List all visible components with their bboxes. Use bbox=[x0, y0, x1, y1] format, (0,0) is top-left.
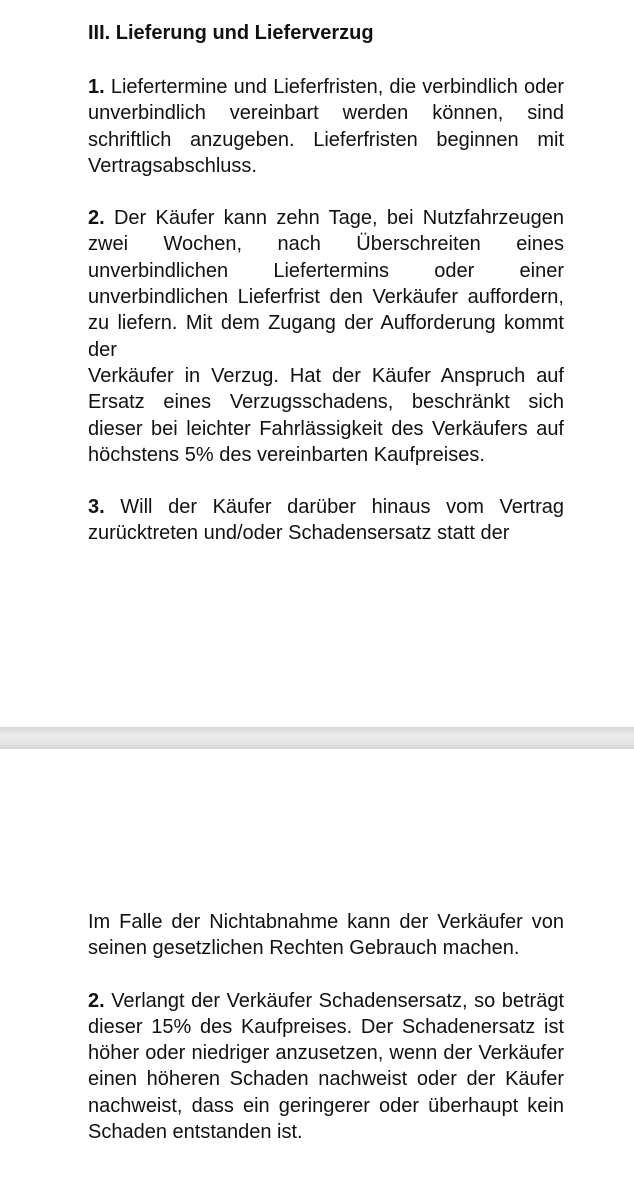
paragraph-number: 2. bbox=[88, 207, 105, 230]
paragraph-number: 2. bbox=[88, 989, 105, 1012]
section-heading: III. Lieferung und Lieferverzug bbox=[88, 22, 374, 44]
paragraph-3 bbox=[88, 494, 564, 547]
paragraph-number: 1. bbox=[88, 76, 105, 98]
page-content bbox=[88, 20, 564, 547]
paragraph-2-part-a bbox=[88, 205, 564, 363]
paragraph-2-part-b: Verkäufer in Verzug. Hat der Käufer Anspruch auf Ersatz eines Verzugsschadens, beschränkt sich dieser bei leichter Fahrlässigkeit des Verkäufers auf höchstens 5% des vereinbarten Kaufpreises. bbox=[88, 364, 564, 466]
document-page-bottom bbox=[0, 749, 634, 1200]
page-separator bbox=[0, 727, 634, 749]
paragraph-2-bottom bbox=[88, 988, 564, 1146]
page-content bbox=[88, 909, 564, 1145]
paragraph-text: Liefertermine und Lieferfristen, die verbindlich oder unverbindlich vereinbart werden können, sind schriftlich anzugeben. Lieferfristen beginnen mit Vertragsabschluss. bbox=[88, 76, 564, 177]
paragraph-continuation: Im Falle der Nichtabnahme kann der Verkäufer von seinen gesetzlichen Rechten Gebrauch machen. bbox=[88, 911, 564, 960]
paragraph-text: Der Käufer kann zehn Tage, bei Nutzfahrzeugen zwei Wochen, nach Überschreiten eines unverbindlichen Liefertermins oder einer unverbindlichen Lieferfrist den Verkäufer auffordern, zu liefern. Mit dem Zugang der Aufforderung kommt der bbox=[88, 207, 564, 361]
paragraph-1 bbox=[88, 74, 564, 179]
paragraph-number: 3. bbox=[88, 496, 105, 519]
paragraph-2 bbox=[88, 205, 564, 468]
paragraph-text: Will der Käufer darüber hinaus vom Vertrag zurücktreten und/oder Schadensersatz statt der bbox=[88, 496, 564, 545]
paragraph-text: Verlangt der Verkäufer Schadensersatz, so beträgt dieser 15% des Kaufpreises. Der Schadenersatz ist höher oder niedriger anzusetzen, wenn der Verkäufer einen höheren Schaden nachweist oder der Käufer nachweist, dass ein geringerer oder überhaupt kein Schaden entstanden ist. bbox=[88, 989, 564, 1144]
